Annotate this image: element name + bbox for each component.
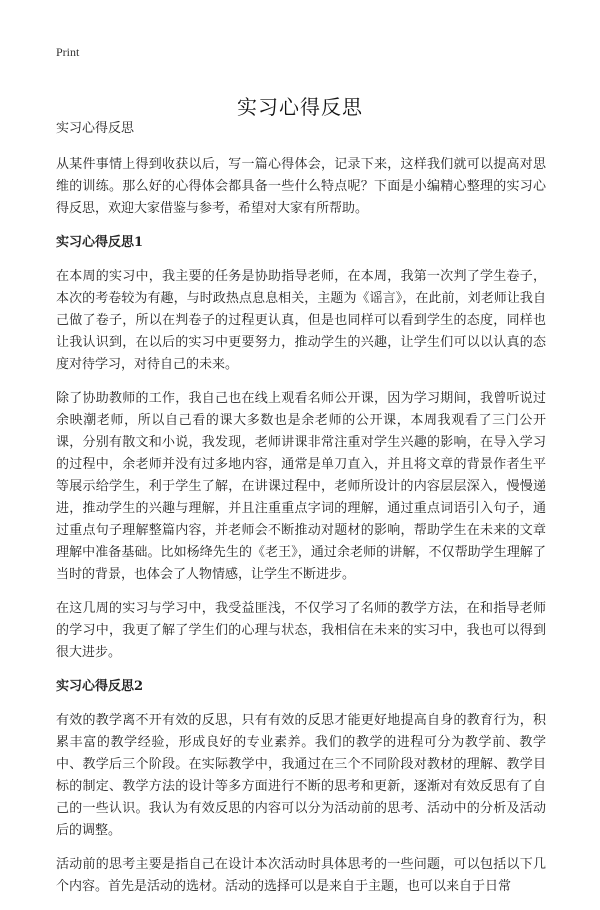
section-heading-1: 实习心得反思1: [56, 235, 144, 250]
article-body: [56, 118, 546, 910]
print-link[interactable]: Print: [56, 45, 80, 59]
section-1-paragraph-2: 除了协助教师的工作，我自己也在线上观看名师公开课，因为学习期间，我曾听说过余映潮老师，所以自己看的课大多数也是余老师的公开课，本周我观看了三门公开课，分别有散文和小说，我发现，老师讲课非常注重对学生兴趣的影响，在导入学习的过程中，余老师并没有过多地内容，通常是单刀直入，并且将文章的背景作者生平等展示给学生，利于学生了解，在讲课过程中，老师所设计的内容层层深入，慢慢递进，推动学生的兴趣与理解，并且注重重点字词的理解，通过重点词语引入句子，通过重点句子理解整篇内容，并老师会不断推动对题材的影响，帮助学生在未来的文章理解中准备基础。比如杨绛先生的《老王》，通过余老师的讲解，不仅帮助学生理解了当时的背景，也体会了人物情感，让学生不断进步。: [56, 391, 546, 582]
intro-paragraph: 从某件事情上得到收获以后，写一篇心得体会，记录下来，这样我们就可以提高对思维的训练。那么好的心得体会都具备一些什么特点呢？下面是小编精心整理的实习心得反思，欢迎大家借鉴与参考，希望对大家有所帮助。: [56, 157, 546, 216]
section-2-paragraph-2: 活动前的思考主要是指自己在设计本次活动时具体思考的一些问题，可以包括以下几个内容。首先是活动的选材。活动的选择可以是来自于主题，也可以来自于日常: [56, 857, 546, 894]
article-subtitle: 实习心得反思: [56, 121, 135, 136]
page-title: 实习心得反思: [237, 95, 363, 120]
section-2-paragraph-1: 有效的教学离不开有效的反思，只有有效的反思才能更好地提高自身的教育行为，积累丰富的教学经验，形成良好的专业素养。我们的教学的进程可分为教学前、教学中、教学后三个阶段。在实际教学中，我通过在三个不同阶段对教材的理解、教学目标的制定、教学方法的设计等多方面进行不断的思考和更新，逐渐对有效反思有了自己的一些认识。我认为有效反思的内容可以分为活动前的思考、活动中的分析及活动后的调整。: [56, 713, 546, 838]
section-heading-2: 实习心得反思2: [56, 679, 144, 694]
section-1-paragraph-1: 在本周的实习中，我主要的任务是协助指导老师，在本周，我第一次判了学生卷子，本次的考卷较为有趣，与时政热点息息相关，主题为《谣言》，在此前，刘老师让我自己做了卷子，所以在判卷子的过程更认真，但是也同样可以看到学生的态度，同样也让我认识到，在以后的实习中更要努力，推动学生的兴趣，让学生们可以以认真的态度对待学习，对待自己的未来。: [56, 269, 546, 372]
section-1-paragraph-3: 在这几周的实习与学习中，我受益匪浅，不仅学习了名师的教学方法，在和指导老师的学习中，我更了解了学生们的心理与状态，我相信在未来的实习中，我也可以得到很大进步。: [56, 601, 546, 660]
